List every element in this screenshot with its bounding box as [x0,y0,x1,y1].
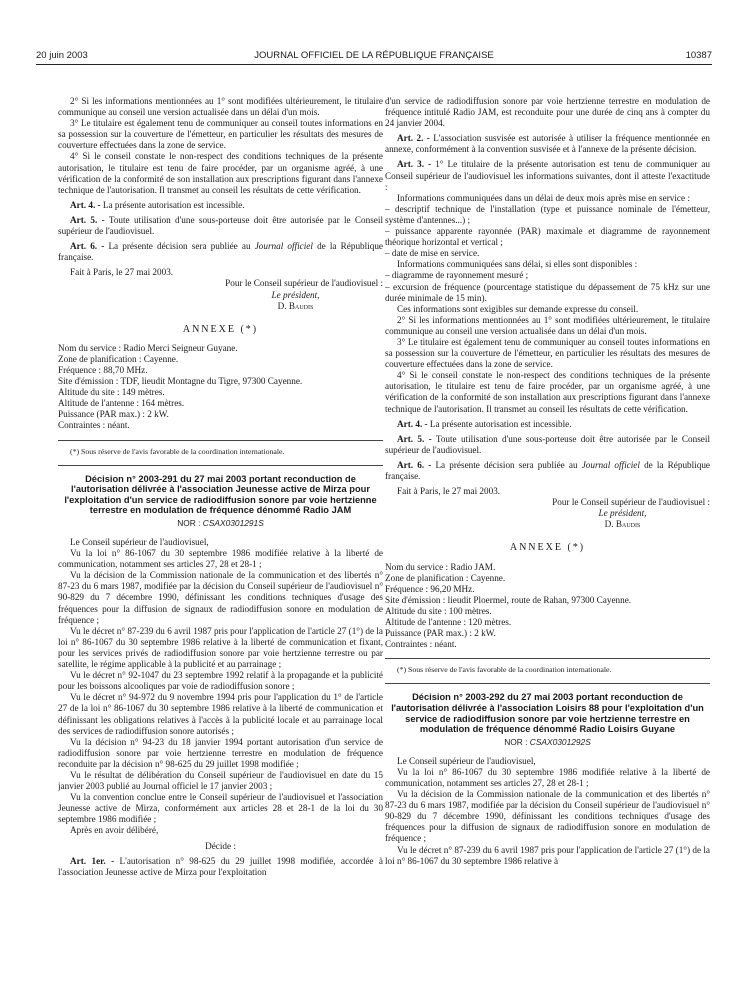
nor-label: NOR : [177,517,201,528]
annexe-line: Altitude de l'antenne : 164 mètres. [58,398,185,409]
paragraph: Vu la décision n° 94-23 du 18 janvier 1994 portant autorisation d'un service de radiodiffusion sonore par voie hertzienne terrestre en modulation de fréquence reconduite par la décision n° 98-625 du 29 juillet 1998 modifiée ; [58,736,383,769]
article-text: La présente autorisation est incessible. [102,199,245,210]
paragraph: Vu le décret n° 92-1047 du 23 septembre 1992 relatif à la propagande et la publicité pour les boissons alcooliques par voie de radiodiffusion sonore ; [58,670,383,692]
footnote: (*) Sous réserve de l'avis favorable de la coordination internationale. [70,446,285,456]
article-4 [58,200,383,211]
article-label: Art. 3. - [397,159,432,170]
paragraph: Vu la convention conclue entre le Conseil supérieur de l'audiovisuel et l'association Jeunesse active de Mirza, conformément aux articles 28 et 28-1 de la loi du 30 septembre 1986 modifiée ; [58,792,383,825]
paragraph: Vu la loi n° 86-1067 du 30 septembre 1986 modifiée relative à la liberté de communication, notamment ses articles 27, 28 et 28-1 ; [385,766,710,788]
annexe-line: Altitude de l'antenne : 120 mètres. [385,617,512,628]
paragraph: Le Conseil supérieur de l'audiovisuel, [70,537,209,547]
paragraph: Vu la décision de la Commission nationale de la communication et des libertés n° 87-23 du 6 mars 1987, modifiée par la décision du Conseil supérieur de l'audiovisuel n° 90-829 du 7 décembre 1990, définissant les conditions techniques d'usage des fréquences pour la diffusion de signaux de radiodiffusion sonore en modulation de fréquence ; [58,570,383,625]
article-text: 1° Le titulaire de la présente autorisation est tenu de communiquer au Conseil supérieur de l'audiovisuel les informations suivantes, dont il atteste l'exactitude : [385,159,710,192]
annexe-line: Site d'émission : lieudit Ploermel, route de Rahan, 97300 Cayenne. [385,594,632,605]
decision-title: Décision n° 2003-291 du 27 mai 2003 portant reconduction de l'autorisation délivrée à l'association Jeunesse active de Mirza pour l'exploitation d'un service de radiodiffusion sonore par voie hertzienne terrestre en modulation de fréquence dénommé Radio JAM [64,473,377,516]
article-4 [385,419,710,430]
left-column [58,96,383,986]
header-date: 20 juin 2003 [36,50,88,61]
role-text: Le président, [598,508,647,519]
role-text: Le président, [271,289,320,300]
signature-role [535,508,710,519]
divider [385,658,710,659]
article-label: Art. 5. - [70,214,105,225]
annexe-line: Altitude du site : 100 mètres. [385,605,492,616]
article-text: Toute utilisation d'une sous-porteuse doit être autorisée par le Conseil supérieur de l'audiovisuel. [385,433,710,455]
annexe-title: ANNEXE (*) [182,323,259,335]
article-text: La présente décision sera publiée au [435,459,578,470]
paragraph: 4° Si le conseil constate le non-respect des conditions techniques de la présente autorisation, le titulaire est tenu de faire procéder, par un organisme agréé, à une vérification de la conformité de son installation aux prescriptions figurant dans l'annexe technique de l'autorisation. Il transmet au conseil les résultats de cette vérification. [58,151,383,195]
annexe-line: Contraintes : néant. [58,420,130,431]
article-text: L'autorisation n° 98-625 du 29 juillet 1998 modifiée, accordée à l'association Jeunesse active de Mirza pour l'exploitation [58,855,383,877]
paragraph: Vu la décision de la Commission nationale de la communication et des libertés n° 87-23 du 6 mars 1987, modifiée par la décision du Conseil supérieur de l'audiovisuel n° 90-829 du 7 décembre 1990, définissant les conditions techniques d'usage des fréquences pour la diffusion de signaux de radiodiffusion sonore en modulation de fréquence ; [385,789,710,844]
signature-date: Fait à Paris, le 27 mai 2003. [397,486,501,497]
paragraph: 4° Si le conseil constate le non-respect des conditions techniques de la présente autorisation, le titulaire est tenu de faire procéder, par un organisme agréé, à une vérification de la conformité de son installation aux prescriptions figurant dans l'annexe technique de l'autorisation. Il transmet au conseil les résultats de cette vérification. [385,370,710,414]
divider [58,465,383,466]
article-6 [385,460,710,482]
article-text: La présente autorisation est incessible. [429,418,572,429]
article-text: La présente décision sera publiée au [108,241,251,252]
annexe-line: Fréquence : 88,70 MHz. [58,364,148,375]
article-label: Art. 6. - [70,241,105,252]
article-text: L'association susvisée est autorisée à utiliser la fréquence mentionnée en annexe, conformément à la convention susvisée et à l'annexe de la présente décision. [385,133,710,155]
paragraph: Informations communiquées sans délai, si elles sont disponibles : [397,259,638,270]
article-label: Art. 4. - [70,199,101,210]
annexe-line: Zone de planification : Cayenne. [385,572,506,583]
annexe-line: Nom du service : Radio JAM. [385,561,496,572]
article-3 [385,159,710,192]
paragraph: 3° Le titulaire est également tenu de communiquer au conseil toutes informations en sa possession sur la couverture de l'émetteur, en particulier les résultats des mesures de couverture effectuées dans la zone de service. [385,336,710,370]
annexe-line: Nom du service : Radio Merci Seigneur Guyane. [58,342,238,353]
signature-date: Fait à Paris, le 27 mai 2003. [70,267,174,278]
article-1 [58,856,383,878]
annexe-line: Zone de planification : Cayenne. [58,353,179,364]
nor-code: CSAX0301292S [529,736,591,747]
article-label: Art. 5. - [397,433,432,444]
paragraph: Vu le décret n° 87-239 du 6 avril 1987 pris pour l'application de l'article 27 (1°) de la loi n° 86-1067 du 30 septembre 1986 relative à la liberté de communication et fixant, pour les services privés de radiodiffusion sonore par voie hertzienne terrestre ou par satellite, le régime applicable à la publicité et au parrainage ; [58,625,383,670]
annexe-line: Puissance (PAR max.) : 2 kW. [58,409,169,420]
list-item: – descriptif technique de l'installation (type et puissance nominale de l'émetteur, système d'antennes...) ; [385,203,710,225]
paragraph: Vu le décret n° 87-239 du 6 avril 1987 pris pour l'application de l'article 27 (1°) de la loi n° 86-1067 du 30 septembre 1986 relative à [385,844,710,866]
article-5 [385,434,710,456]
article-6 [58,241,383,263]
article-label: Art. 1er. - [70,855,115,866]
list-item: – diagramme de rayonnement mesuré ; [385,270,529,281]
paragraph: Vu la loi n° 86-1067 du 30 septembre 1986 modifiée relative à la liberté de communication, notamment ses articles 27, 28 et 28-1 ; [58,548,383,570]
list-item: – excursion de fréquence (pourcentage statistique du dépassement de 75 kHz sur une durée minimale de 15 min). [385,281,710,303]
paragraph: 2° Si les informations mentionnées au 1° sont modifiées ultérieurement, le titulaire communique au conseil une version actualisée dans un délai d'un mois. [385,314,710,336]
paragraph: 2° Si les informations mentionnées au 1° sont modifiées ultérieurement, le titulaire communique au conseil une version actualisée dans un délai d'un mois. [58,96,383,118]
signature-name: D. Baudis [277,300,314,311]
paragraph: Après en avoir délibéré, [70,825,159,836]
divider [58,440,383,441]
annexe-title: ANNEXE (*) [509,542,586,554]
decide-heading: Décide : [205,840,236,851]
journal-name: Journal officiel [581,459,640,470]
paragraph: d'un service de radiodiffusion sonore par voie hertzienne terrestre en modulation de fréquence intitulé Radio JAM, est reconduite pour une durée de cinq ans à compter du 24 janvier 2004. [385,96,710,129]
nor-reference [385,737,710,748]
article-label: Art. 2. - [397,133,430,144]
article-text: de la République française. [58,241,383,263]
nor-label: NOR : [504,736,528,747]
article-label: Art. 4. - [397,418,428,429]
header-journal-title: JOURNAL OFFICIEL DE LA RÉPUBLIQUE FRANÇAISE [254,50,494,61]
journal-name: Journal officiel [254,241,313,252]
annexe-line: Fréquence : 96,20 MHz. [385,583,475,594]
footnote: (*) Sous réserve de l'avis favorable de la coordination internationale. [397,665,612,675]
article-label: Art. 6. - [397,459,432,470]
article-5 [58,215,383,237]
nor-code: CSAX0301291S [202,517,264,528]
decision-title: Décision n° 2003-292 du 27 mai 2003 portant reconduction de l'autorisation délivrée à l'association Loisirs 88 pour l'exploitation d'un service de radiodiffusion sonore par voie hertzienne terrestre en modulation de fréquence dénommé Radio Loisirs Guyane [391,692,704,735]
paragraph: Le Conseil supérieur de l'audiovisuel, [397,755,536,766]
divider [385,683,710,684]
signature-name: D. Baudis [604,519,641,530]
list-item: – date de mise en service. [385,248,480,259]
annexe-line: Puissance (PAR max.) : 2 kW. [385,628,496,639]
list-item: – puissance apparente rayonnée (PAR) maximale et diagramme de rayonnement théorique horizontal et vertical ; [385,226,710,248]
article-text: de la République française. [385,459,710,481]
article-2 [385,133,710,155]
paragraph: 3° Le titulaire est également tenu de communiquer au conseil toutes informations en sa possession sur la couverture de l'émetteur, en particulier les résultats des mesures de couverture effectuées dans la zone de service. [58,118,383,151]
paragraph: Vu le résultat de délibération du Conseil supérieur de l'audiovisuel en date du 15 janvier 2003 publié au Journal officiel le 17 janvier 2003 ; [58,769,383,792]
annexe-line: Site d'émission : TDF, lieudit Montagne du Tigre, 97300 Cayenne. [58,376,303,387]
paragraph: Ces informations sont exigibles sur demande expresse du conseil. [397,303,639,314]
right-column [385,96,710,986]
page-header [36,50,712,65]
paragraph: Vu le décret n° 94-972 du 9 novembre 1994 pris pour l'application du 1° de l'article 27 de la loi n° 86-1067 du 30 septembre 1986 relative à la liberté de communication et définissant les obligations relatives à l'accès à la publicité locale et au parrainage local des services de radiodiffusion sonore autorisés ; [58,692,383,736]
signature-role [208,290,383,301]
annexe-line: Altitude du site : 149 mètres. [58,387,165,398]
paragraph: Informations communiquées dans un délai de deux mois après mise en service : [397,192,690,203]
signature-for: Pour le Conseil supérieur de l'audiovisuel : [225,278,383,289]
header-page-number: 10387 [685,50,712,61]
signature-for: Pour le Conseil supérieur de l'audiovisuel : [552,497,710,508]
nor-reference [58,518,383,529]
annexe-line: Contraintes : néant. [385,639,457,650]
article-text: Toute utilisation d'une sous-porteuse doit être autorisée par le Conseil supérieur de l'audiovisuel. [58,214,383,237]
